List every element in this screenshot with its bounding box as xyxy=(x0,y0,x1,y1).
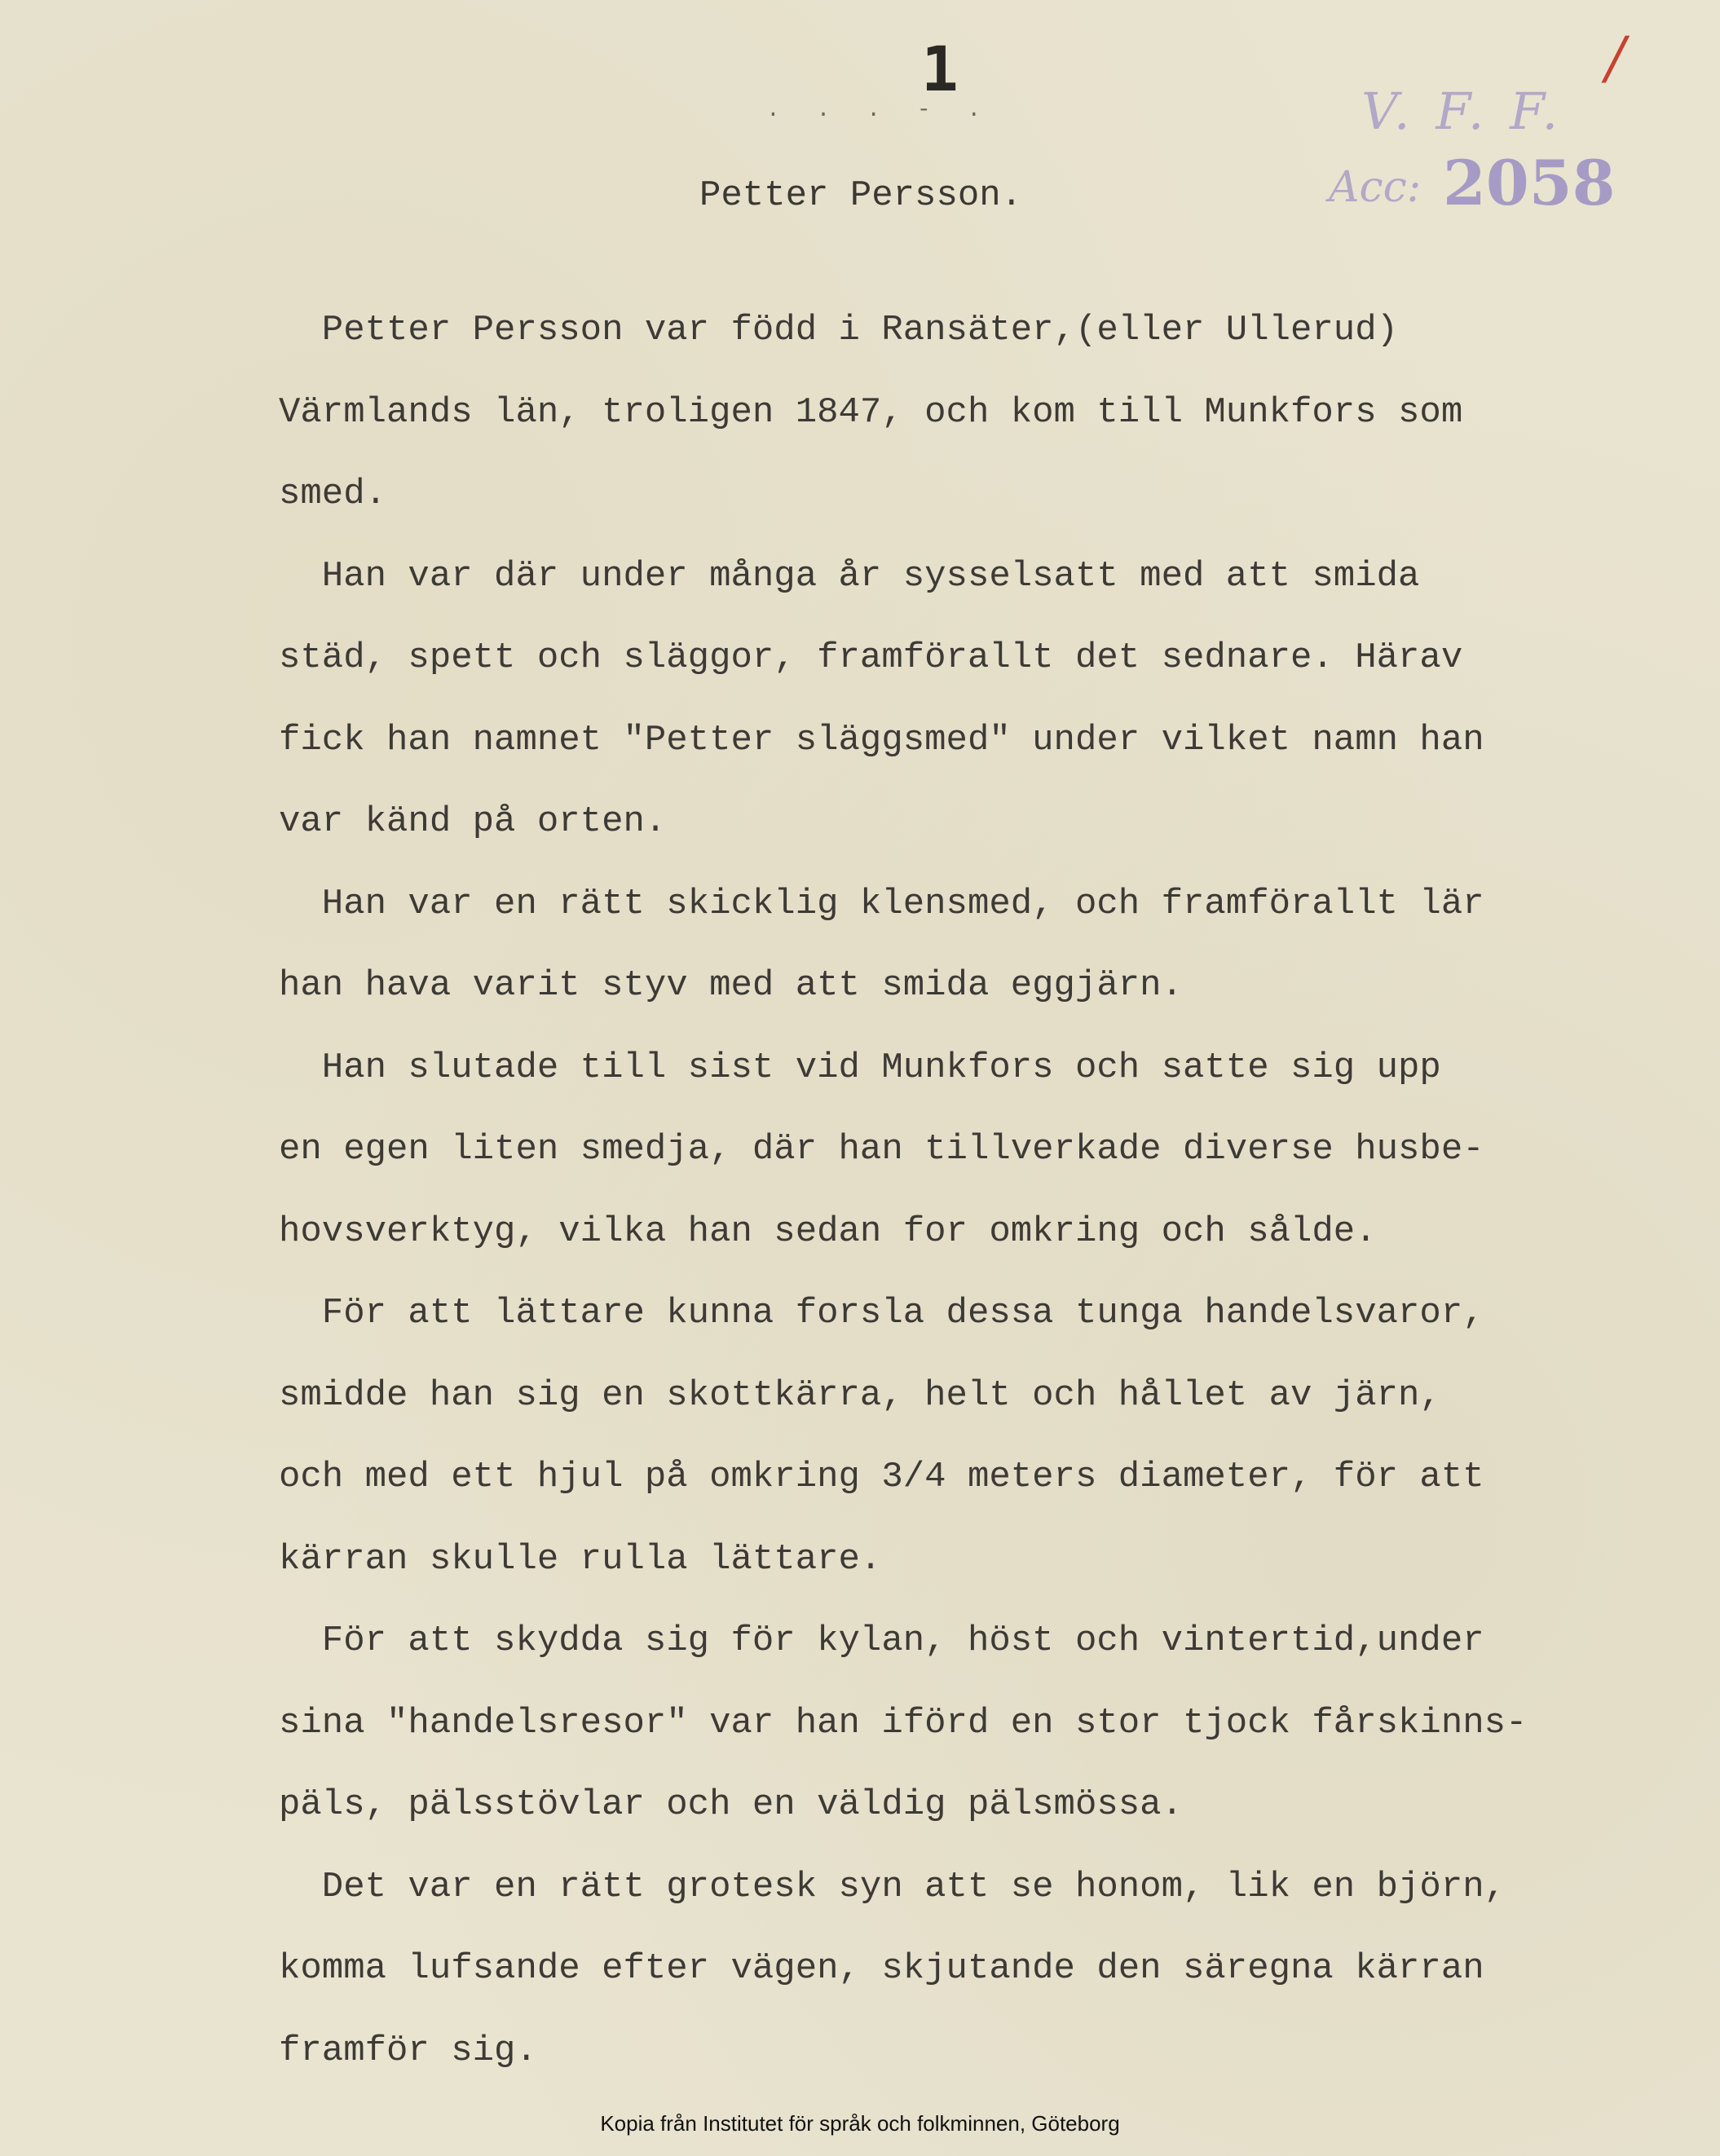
stamp-acc-label: Acc: xyxy=(1329,163,1422,212)
text-line: fick han namnet "Petter släggsmed" under vilket namn han xyxy=(279,719,1484,761)
text-line: Han var där under många år sysselsatt med att smida xyxy=(279,555,1420,597)
text-line: päls, pälsstövlar och en väldig pälsmössa. xyxy=(279,1784,1183,1825)
archive-stamp xyxy=(1329,82,1622,236)
archive-footer: Kopia från Institutet för språk och folkminnen, Göteborg xyxy=(600,2111,1120,2136)
stamp-initials: V. F. F. xyxy=(1361,82,1563,141)
text-line: var känd på orten. xyxy=(279,801,667,842)
text-line: Han var en rätt skicklig klensmed, och framförallt lär xyxy=(279,883,1484,924)
red-pencil-mark: / xyxy=(1606,24,1625,91)
text-line: Värmlands län, troligen 1847, och kom till Munkfors som xyxy=(279,391,1463,433)
text-line: Det var en rätt grotesk syn att se honom, lik en björn, xyxy=(279,1866,1506,1907)
text-line: hovsverktyg, vilka han sedan for omkring och sålde. xyxy=(279,1210,1377,1252)
text-line: komma lufsande efter vägen, skjutande den säregna kärran xyxy=(279,1948,1484,1989)
body-text xyxy=(279,289,1713,2092)
text-line: smed. xyxy=(279,474,387,514)
text-line: han hava varit styv med att smida eggjärn. xyxy=(279,965,1183,1006)
text-line: framför sig. xyxy=(279,2030,537,2071)
text-line: och med ett hjul på omkring 3/4 meters diameter, för att xyxy=(279,1457,1484,1497)
text-line: en egen liten smedja, där han tillverkade diverse husbe- xyxy=(279,1129,1484,1170)
text-line: För att lättare kunna forsla dessa tunga handelsvaror, xyxy=(279,1293,1484,1334)
text-line: städ, spett och släggor, framförallt det sednare. Härav xyxy=(279,637,1463,678)
page-number: 1 xyxy=(921,33,959,105)
text-line: För att skydda sig för kylan, höst och vintertid,under xyxy=(279,1620,1484,1661)
text-line: smidde han sig en skottkärra, helt och hållet av järn, xyxy=(279,1374,1441,1416)
document-title: Petter Persson. xyxy=(699,175,1023,216)
text-line: Petter Persson var född i Ransäter,(eller Ullerud) xyxy=(279,310,1399,351)
stamp-acc-number: 2058 xyxy=(1443,147,1616,219)
text-line: sina "handelsresor" var han iförd en stor tjock fårskinns- xyxy=(279,1702,1528,1744)
typed-dots: . . . - . xyxy=(766,98,993,123)
text-line: kärran skulle rulla lättare. xyxy=(279,1538,882,1580)
text-line: Han slutade till sist vid Munkfors och satte sig upp xyxy=(279,1047,1441,1088)
